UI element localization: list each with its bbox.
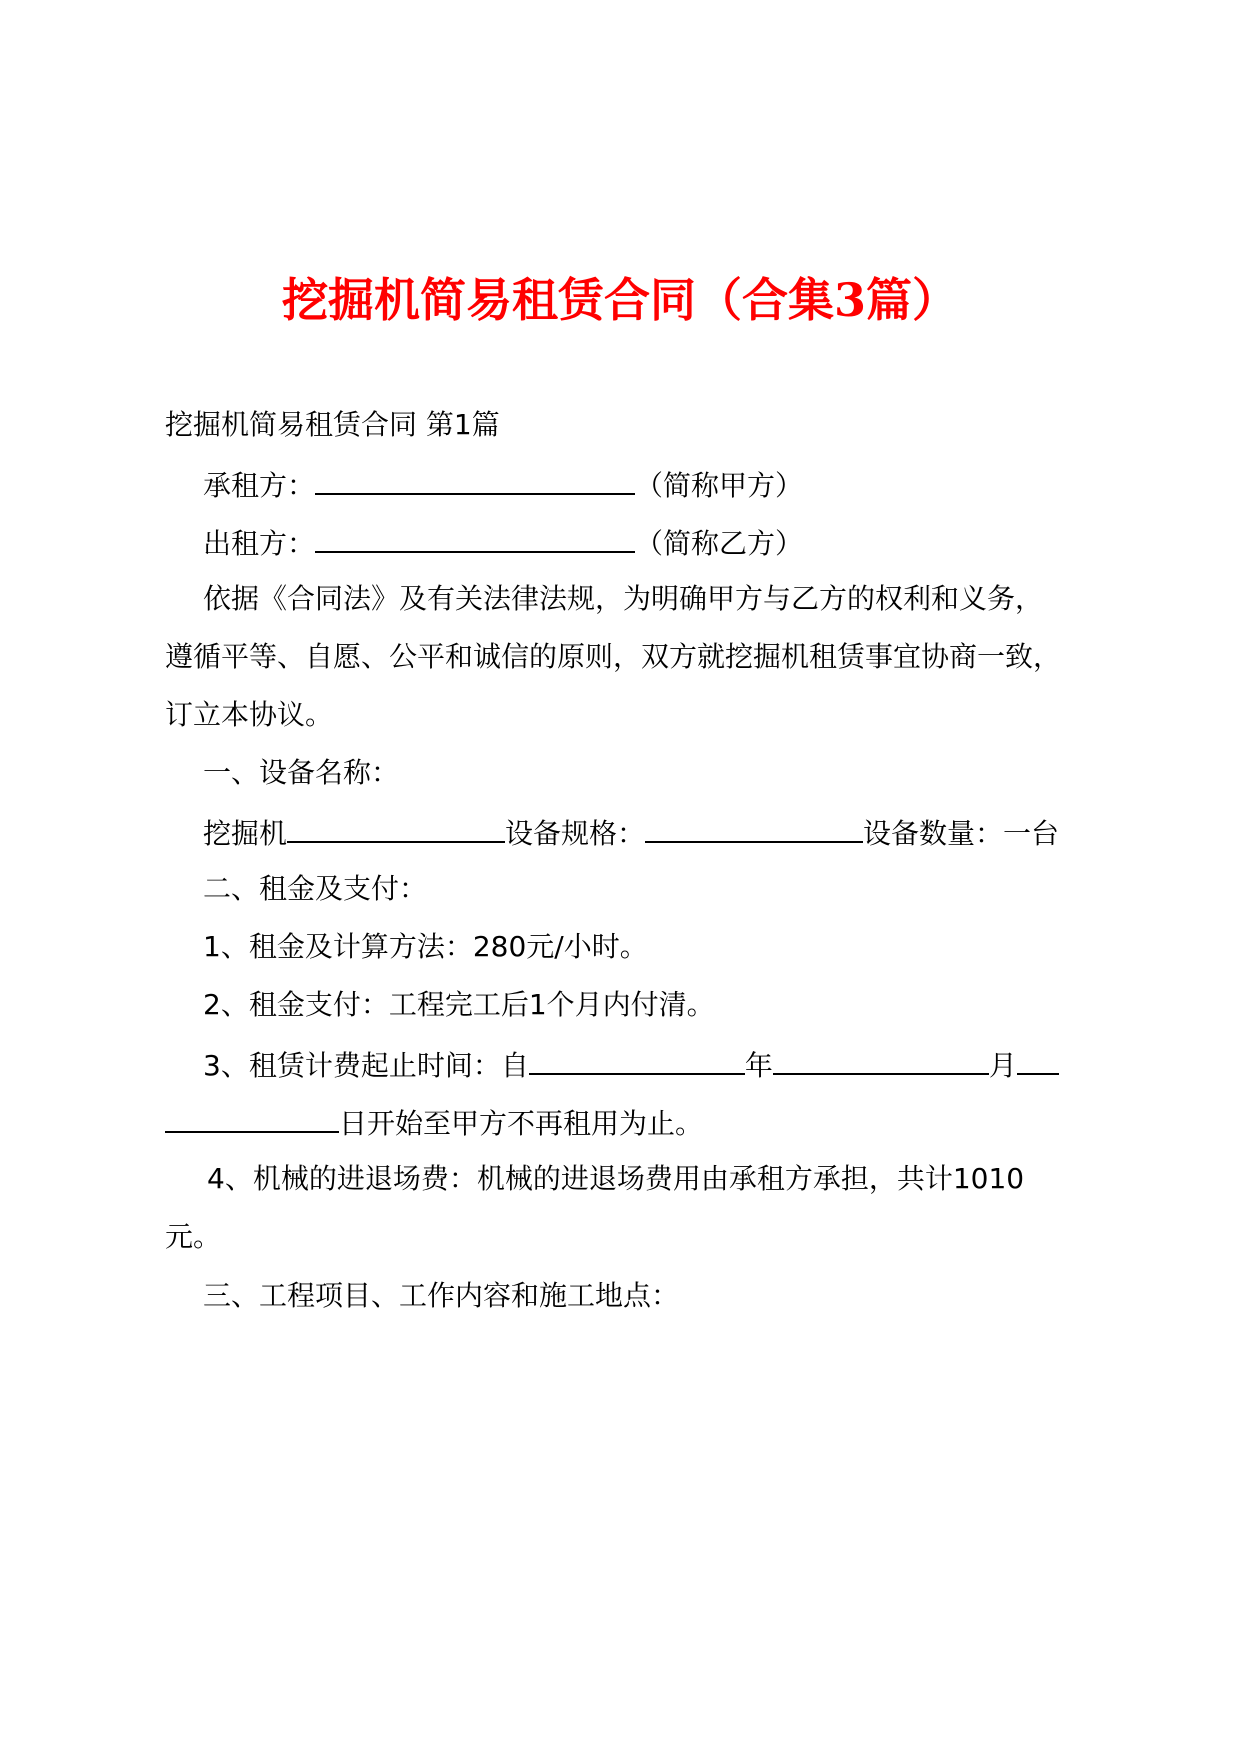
rent-heading: 二、租金及支付：: [203, 872, 428, 905]
lessor-label: 出租方：: [203, 527, 316, 560]
lessor-line: [203, 521, 803, 564]
lessor-suffix: （简称乙方）: [635, 527, 804, 560]
start-day-blank-part-2: [165, 1101, 339, 1133]
equipment-qty-label: 设备数量：一台: [863, 817, 1060, 850]
rent-item-4-line-1: 4、机械的进退场费：机械的进退场费用由承租方承担，共计1010: [207, 1162, 1025, 1195]
lessee-suffix: （简称甲方）: [635, 469, 804, 502]
equipment-heading: 一、设备名称：: [203, 756, 400, 789]
document-title: 挖掘机简易租赁合同（合集3篇）: [281, 273, 958, 327]
equipment-spec-label: 设备规格：: [505, 817, 646, 850]
equipment-name-blank: [287, 811, 505, 843]
rent-item-3: [203, 1043, 1059, 1086]
intro-line-1: 依据《合同法》及有关法律法规，为明确甲方与乙方的权利和义务，: [203, 582, 1044, 615]
equipment-spec-blank: [645, 811, 863, 843]
rent-item-3-suffix: 日开始至甲方不再租用为止。: [339, 1107, 704, 1140]
rent-item-3-prefix: 3、租赁计费起止时间：自: [203, 1049, 529, 1082]
start-year-blank: [529, 1043, 745, 1075]
equipment-name-label: 挖掘机: [203, 817, 288, 850]
rent-item-3-year: 年: [744, 1049, 773, 1082]
intro-line-3: 订立本协议。: [165, 698, 334, 731]
start-day-blank-part-1: [1017, 1043, 1059, 1075]
rent-item-4-line-2: 元。: [165, 1220, 222, 1253]
intro-line-2: 遵循平等、自愿、公平和诚信的原则，双方就挖掘机租赁事宜协商一致，: [165, 640, 1062, 673]
rent-item-3-continued: [165, 1101, 703, 1144]
section-heading: 挖掘机简易租赁合同 第1篇: [165, 408, 500, 441]
lessor-blank: [315, 521, 635, 553]
start-month-blank: [773, 1043, 989, 1075]
equipment-line: [203, 811, 1059, 854]
rent-item-2: 2、租金支付：工程完工后1个月内付清。: [203, 988, 715, 1021]
rent-item-1: 1、租金及计算方法：280元/小时。: [203, 930, 648, 963]
project-heading: 三、工程项目、工作内容和施工地点：: [203, 1279, 680, 1312]
lessee-line: [203, 463, 803, 506]
lessee-label: 承租方：: [203, 469, 316, 502]
lessee-blank: [315, 463, 635, 495]
rent-item-3-month: 月: [988, 1049, 1017, 1082]
